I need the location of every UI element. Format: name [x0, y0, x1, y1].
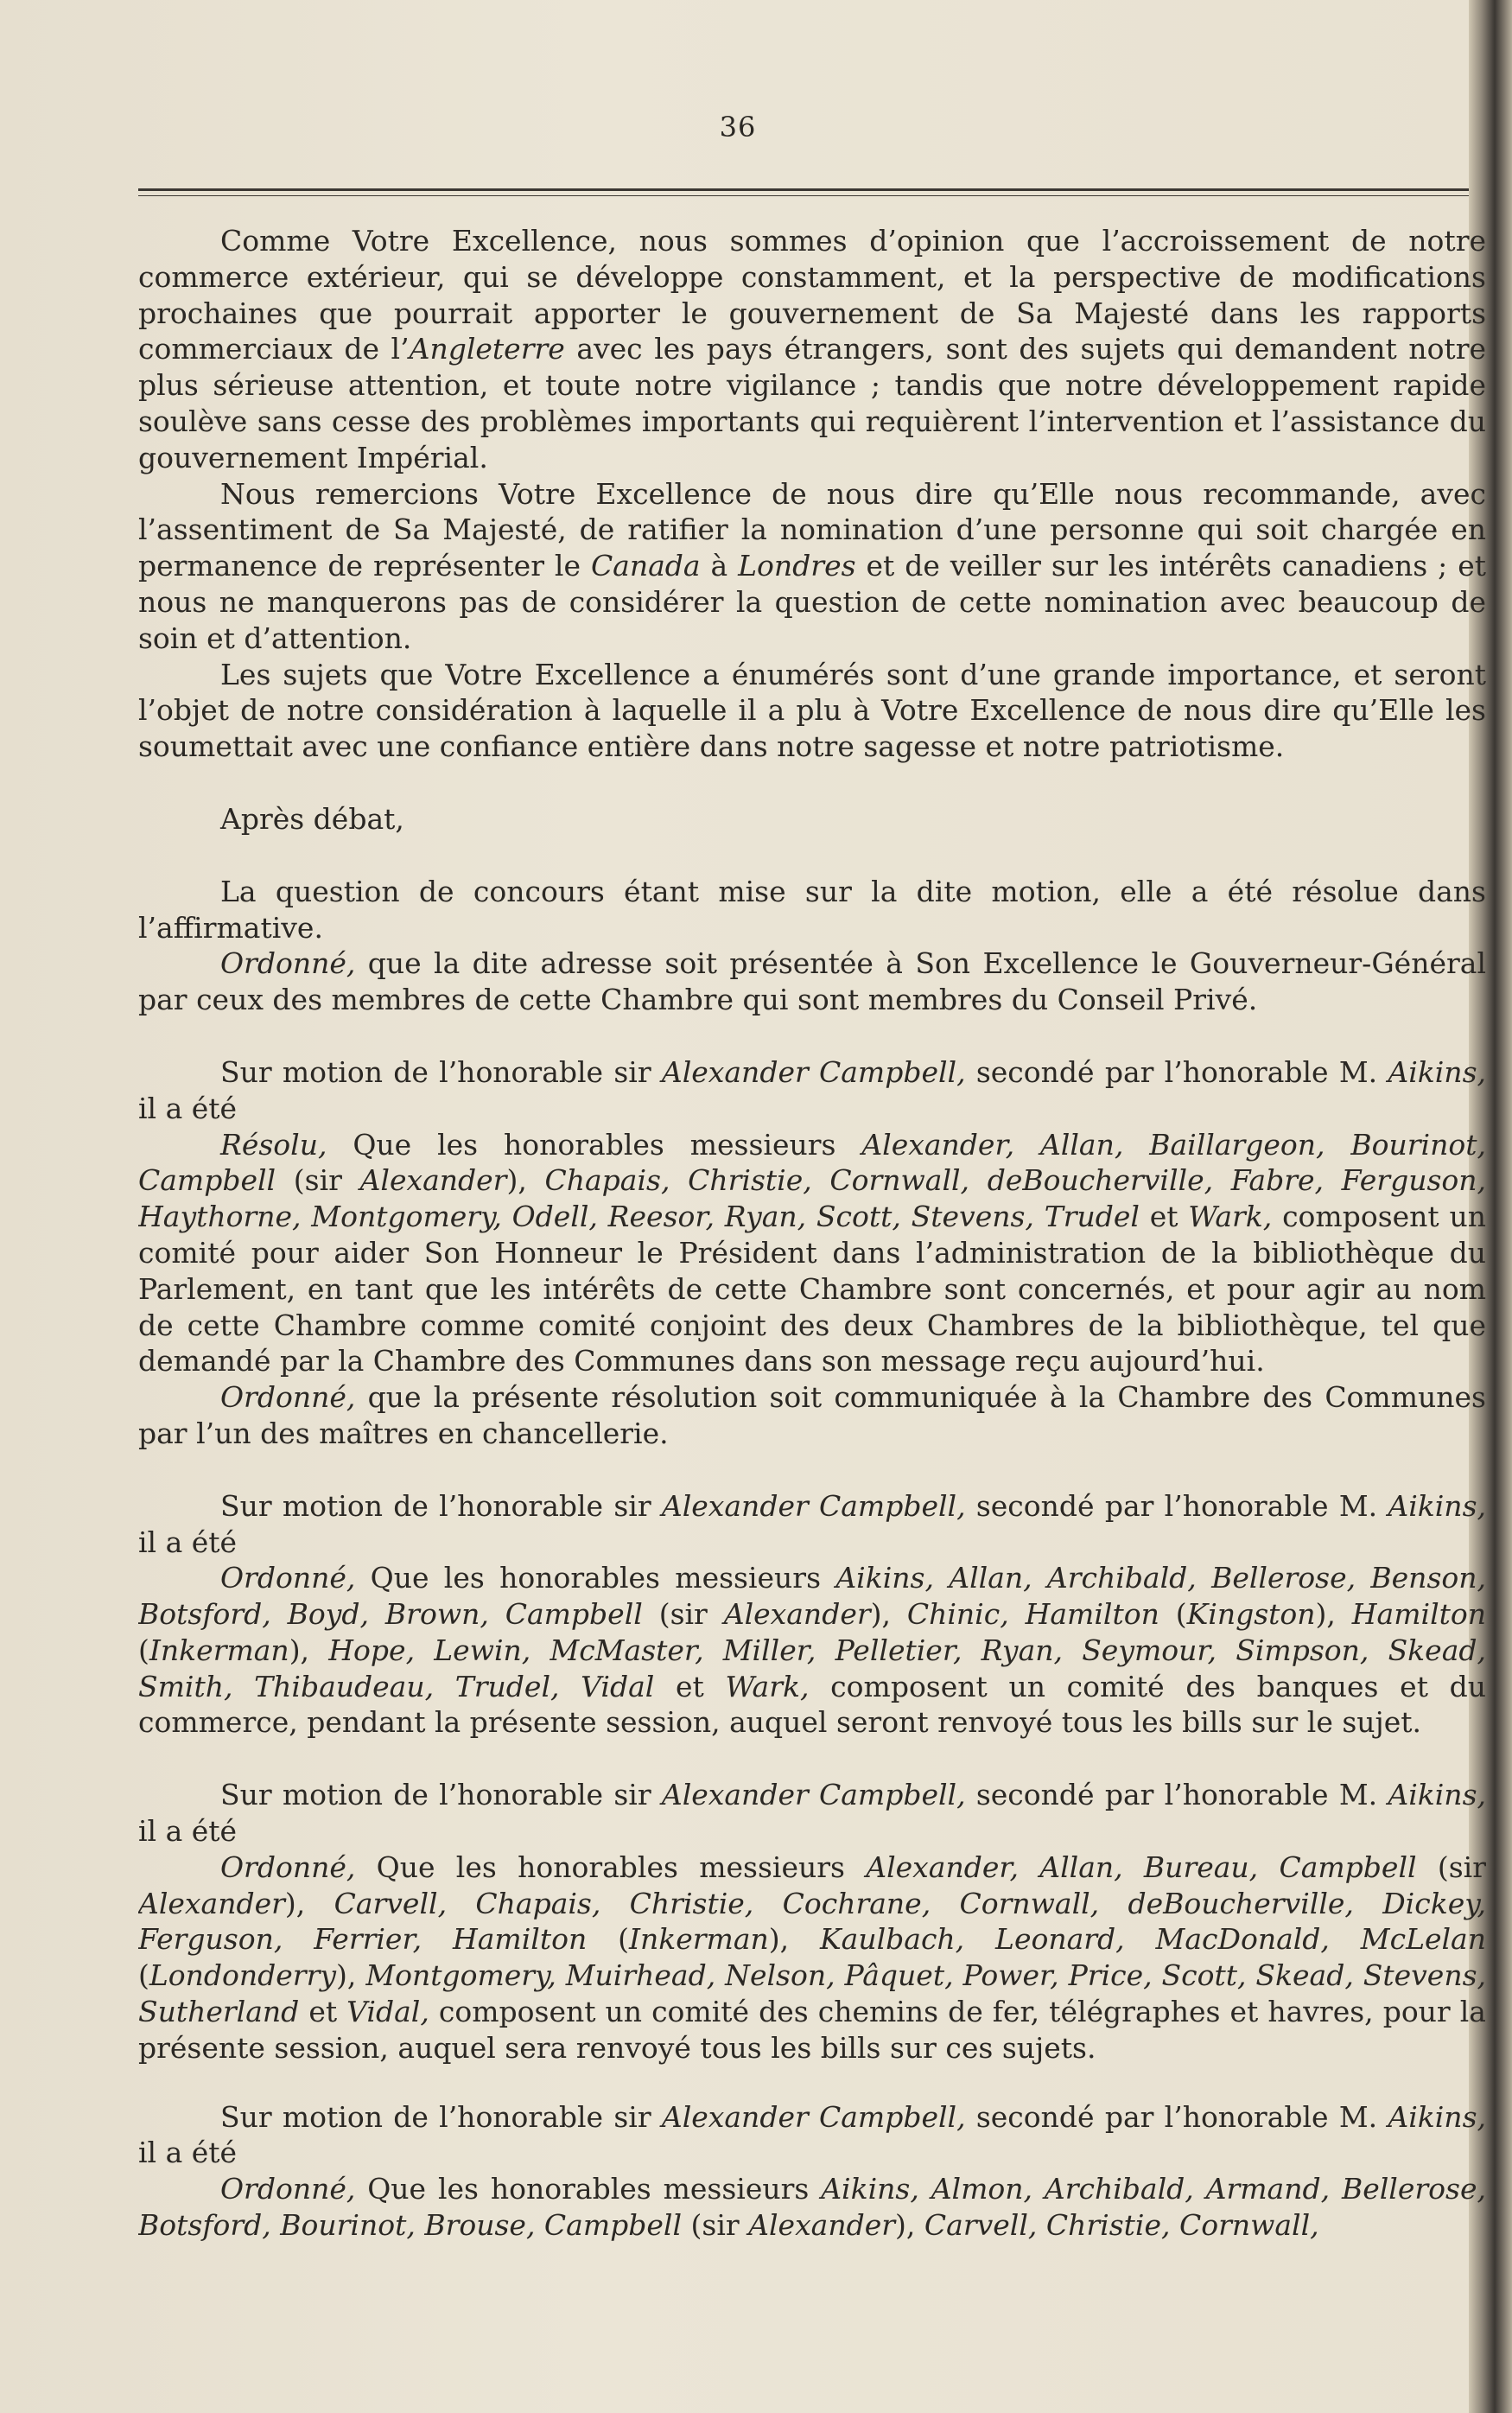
text-segment: ( — [138, 1958, 149, 1993]
text-segment: composent un comité des banques et du commerce, pendant la présente session, auquel seront renvoyé tous les bills sur le sujet. — [138, 1669, 1486, 1740]
text-segment: ), — [289, 1633, 329, 1667]
text-segment: Alexander — [138, 1886, 285, 1920]
text-segment: Kingston — [1186, 1597, 1316, 1632]
text-segment: ( — [587, 1922, 629, 1957]
text-segment: Chinic, Hamilton — [906, 1597, 1159, 1632]
paragraph-p8 — [138, 1127, 1486, 1380]
text-segment: Alexander — [723, 1597, 871, 1632]
text-segment: (sir — [642, 1597, 724, 1632]
text-segment: Montgomery, Muirhead, Nelson, Pâquet, Power, Price, Scott, Skead, Stevens, Sutherland — [138, 1958, 1486, 2029]
text-segment: Wark, — [1188, 1200, 1273, 1234]
paragraph-p15 — [138, 2171, 1486, 2244]
text-segment: La question de concours étant mise sur la dite motion, elle a été résolue dans l’affirmative. — [138, 874, 1486, 945]
text-segment: Ordonné, — [220, 946, 356, 981]
text-segment: Que les honorables messieurs — [327, 1127, 862, 1162]
paragraph-p9 — [138, 1379, 1486, 1452]
text-segment: Les sujets que Votre Excellence a énumérés sont d’une grande importance, et seront l’objet de notre considération à laquelle il a plu à Votre Excellence de nous dire qu’Elle les soumettait avec une confiance entière dans notre sagesse et notre patriotisme. — [138, 657, 1486, 764]
text-segment: Alexander Campbell, — [661, 1778, 966, 1812]
text-segment: Résolu, — [220, 1127, 327, 1162]
text-segment: ), — [870, 1597, 907, 1632]
paragraph-p10 — [138, 1488, 1486, 1561]
text-segment: Que les honorables messieurs — [355, 1850, 867, 1884]
paragraph-p13 — [138, 1850, 1486, 2066]
text-segment: Après débat, — [220, 801, 404, 836]
paragraph-p4 — [138, 801, 1486, 837]
text-segment: il a été — [138, 2136, 238, 2170]
text-segment: Alexander, Allan, Baillargeon, Bourinot, Campbell — [138, 1127, 1486, 1198]
text-segment: Aikins, Almon, Archibald, Armand, Bellerose, Botsford, Bourinot, Brouse, Campbell — [138, 2172, 1486, 2243]
text-segment: composent un comité pour aider Son Honneur le Président dans l’administration de la bibliothèque du Parlement, en tant que les intérêts de cette Chambre sont concernés, et pour agir au nom de cette Chambre comme comité conjoint des deux Chambres de la bibliothèque, tel que demandé par la Chambre des Communes dans son message reçu aujourd’hui. — [138, 1200, 1486, 1378]
text-segment: il a été — [138, 1525, 238, 1559]
text-segment: Aikins, — [1388, 1054, 1486, 1089]
text-segment: Wark, — [725, 1669, 810, 1703]
text-segment: et — [299, 1995, 347, 2029]
text-segment: Vidal, — [346, 1995, 429, 2029]
text-segment: avec les pays étrangers, sont des sujets qui demandent notre plus sérieuse attention, et toute notre vigilance ; tandis que notre développement rapide soulève sans cesse des problèmes importants qui requièrent l’intervention et l’assistance du gouvernement Impérial. — [138, 332, 1486, 474]
text-segment: (sir — [682, 2208, 749, 2243]
text-segment: ), — [768, 1922, 821, 1957]
paragraph-p7 — [138, 1054, 1486, 1127]
paragraph-p5 — [138, 874, 1486, 946]
text-segment: que la présente résolution soit communiquée à la Chambre des Communes par l’un des maîtres en chancellerie. — [138, 1380, 1486, 1450]
text-segment: secondé par l’honorable M. — [965, 2099, 1388, 2134]
paragraph-p2 — [138, 476, 1486, 657]
text-segment: Nous remercions Votre Excellence de nous dire qu’Elle nous recommande, avec l’assentiment de Sa Majesté, de ratifier la nomination d’une personne qui soit chargée en permanence de représenter le — [138, 476, 1486, 583]
header-rule-thick — [138, 188, 1469, 191]
text-segment: Inkerman — [628, 1922, 769, 1957]
text-segment: Ordonné, — [220, 2172, 356, 2206]
text-segment: ( — [138, 1633, 149, 1667]
text-segment: Sur motion de l’honorable sir — [220, 1778, 662, 1812]
text-segment: Sur motion de l’honorable sir — [220, 2099, 662, 2134]
header-rule-thin — [138, 195, 1469, 196]
text-segment: Hamilton — [1351, 1597, 1486, 1632]
text-segment: Alexander — [748, 2208, 896, 2243]
text-segment: Alexander Campbell, — [661, 1054, 966, 1089]
text-segment: ), — [336, 1958, 366, 1993]
text-segment: Ordonné, — [220, 1380, 356, 1415]
text-segment: Alexander, Allan, Bureau, Campbell — [866, 1850, 1417, 1884]
text-segment: Aikins, — [1388, 1778, 1486, 1812]
text-segment: Carvell, Christie, Cornwall, — [924, 2208, 1319, 2243]
text-segment: ), — [1315, 1597, 1352, 1632]
text-segment: Sur motion de l’honorable sir — [220, 1488, 662, 1523]
text-segment: et — [654, 1669, 726, 1703]
text-segment: Londres — [738, 549, 856, 583]
text-segment: que la dite adresse soit présentée à Son Excellence le Gouverneur-Général par ceux des membres de cette Chambre qui sont membres du Conseil Privé. — [138, 946, 1486, 1017]
text-segment: à — [700, 549, 739, 583]
text-segment: ), — [895, 2208, 924, 2243]
text-segment: Aikins, Allan, Archibald, Bellerose, Benson, Botsford, Boyd, Brown, Campbell — [138, 1561, 1486, 1632]
text-segment: Ordonné, — [220, 1850, 356, 1884]
paragraph-p12 — [138, 1777, 1486, 1850]
text-segment: Alexander Campbell, — [661, 2099, 966, 2134]
text-segment: Alexander Campbell, — [661, 1488, 966, 1523]
text-segment: ), — [506, 1163, 545, 1198]
text-segment: et — [1139, 1200, 1189, 1234]
text-segment: ), — [284, 1886, 334, 1920]
text-segment: Alexander — [359, 1163, 507, 1198]
text-segment: Aikins, — [1388, 1488, 1486, 1523]
text-segment: ( — [1159, 1597, 1187, 1632]
text-segment: Angleterre — [409, 332, 565, 366]
paragraph-p14 — [138, 2099, 1486, 2172]
paragraph-p3 — [138, 657, 1486, 765]
text-segment: Que les honorables messieurs — [355, 1561, 836, 1595]
text-segment: Kaulbach, Leonard, MacDonald, McLelan — [820, 1922, 1486, 1957]
text-segment: Aikins, — [1388, 2099, 1486, 2134]
page-number: 36 — [719, 111, 757, 143]
text-segment: il a été — [138, 1814, 238, 1849]
text-segment: Inkerman — [149, 1633, 289, 1667]
text-segment: Chapais, Christie, Cornwall, deBoucherville, Fabre, Ferguson, Haythorne, Montgomery, Odell, Reesor, Ryan, Scott, Stevens, Trudel — [138, 1163, 1486, 1234]
text-segment: Que les honorables messieurs — [355, 2172, 822, 2206]
paragraph-p1 — [138, 223, 1486, 476]
paragraph-p6 — [138, 945, 1486, 1018]
text-segment: secondé par l’honorable M. — [965, 1054, 1388, 1089]
text-segment: Canada — [590, 549, 701, 583]
text-segment: Ordonné, — [220, 1561, 356, 1595]
paragraph-p11 — [138, 1560, 1486, 1741]
text-segment: composent un comité des chemins de fer, télégraphes et havres, pour la présente session, auquel sera renvoyé tous les bills sur ces sujets. — [138, 1995, 1486, 2065]
text-segment: (sir — [276, 1163, 360, 1198]
text-segment: et de veiller sur les intérêts canadiens ; et nous ne manquerons pas de considérer la question de cette nomination avec beaucoup de soin et d’attention. — [138, 549, 1486, 655]
text-segment: Sur motion de l’honorable sir — [220, 1054, 662, 1089]
text-segment: Carvell, Chapais, Christie, Cochrane, Cornwall, deBoucherville, Dickey, Ferguson, Ferrier, Hamilton — [138, 1886, 1486, 1957]
text-segment: secondé par l’honorable M. — [965, 1778, 1388, 1812]
text-segment: Hope, Lewin, McMaster, Miller, Pelletier, Ryan, Seymour, Simpson, Skead, Smith, Thibaudeau, Trudel, Vidal — [138, 1633, 1486, 1703]
text-segment: il a été — [138, 1091, 238, 1125]
body-text — [138, 223, 1486, 2401]
text-segment: (sir — [1416, 1850, 1486, 1884]
text-segment: secondé par l’honorable M. — [965, 1488, 1388, 1523]
text-segment: Comme Votre Excellence, nous sommes d’opinion que l’accroissement de notre commerce extérieur, qui se développe constamment, et la perspective de modifications prochaines que pourrait apporter le gouvernement de Sa Majesté dans les rapports commerciaux de l’ — [138, 224, 1486, 366]
text-segment: Londonderry — [149, 1958, 337, 1993]
